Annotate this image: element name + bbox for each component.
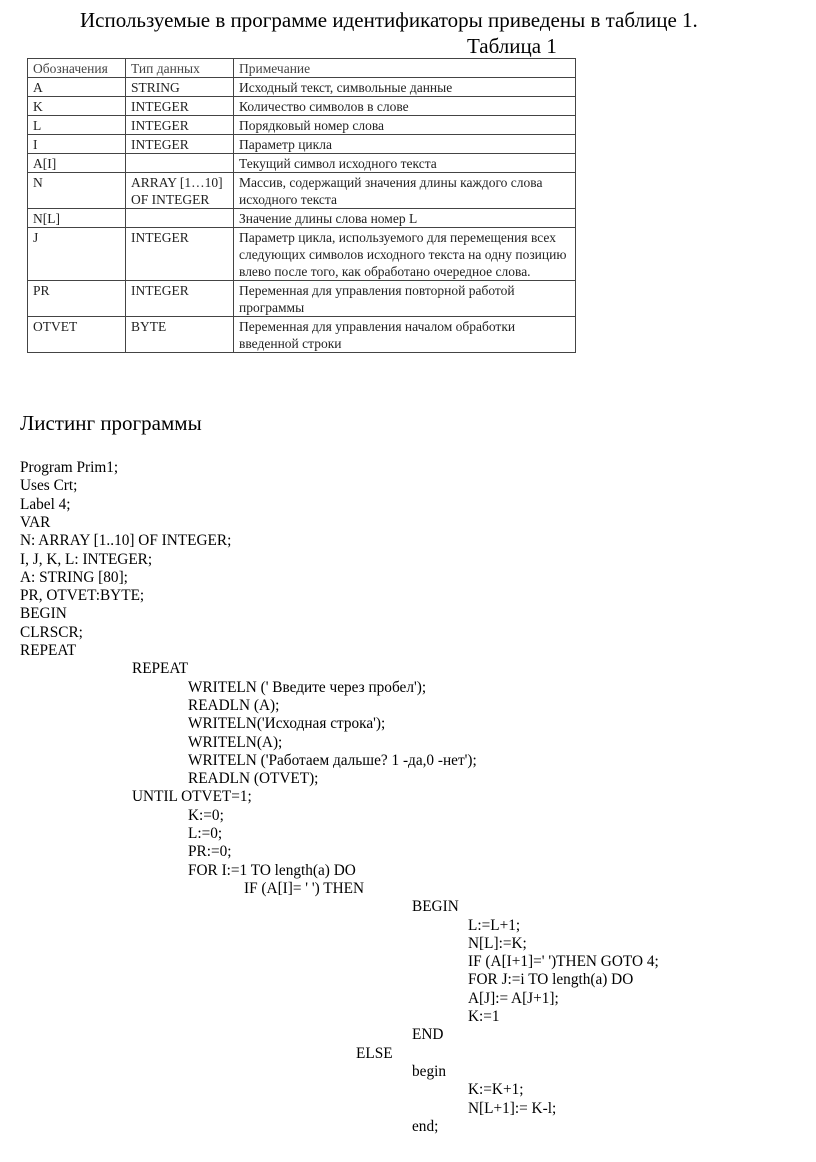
code-line: WRITELN(A);: [188, 733, 283, 751]
table-cell: [126, 154, 234, 173]
code-line: N: ARRAY [1..10] OF INTEGER;: [20, 532, 232, 550]
table-cell: [126, 209, 234, 228]
identifiers-table: [27, 58, 576, 353]
table-cell: A: [28, 78, 126, 97]
table-cell: Переменная для управления началом обработки введенной строки: [234, 317, 576, 353]
table-row: [28, 173, 576, 209]
table-cell: Параметр цикла: [234, 135, 576, 154]
code-line: ELSE: [356, 1044, 393, 1062]
code-line: WRITELN (' Введите через пробел');: [188, 678, 427, 696]
table-cell: INTEGER: [126, 281, 234, 317]
table-row: [28, 281, 576, 317]
table-cell: Параметр цикла, используемого для перемещения всех следующих символов исходного текста на одну позицию влево после того, как обработано очередное слова.: [234, 228, 576, 281]
identifiers-table-body: [28, 59, 576, 353]
code-line: BEGIN: [20, 605, 67, 623]
table-cell: ARRAY [1…10] OF INTEGER: [126, 173, 234, 209]
code-line: Program Prim1;: [20, 459, 119, 476]
code-line: BEGIN: [412, 898, 459, 916]
table-cell: Переменная для управления повторной работой программы: [234, 281, 576, 317]
code-line: FOR I:=1 TO length(a) DO: [188, 861, 356, 879]
code-line: N[L]:=K;: [468, 934, 527, 952]
code-line: A[J]:= A[J+1];: [468, 989, 559, 1007]
table-cell: OTVET: [28, 317, 126, 353]
code-line: REPEAT: [20, 642, 77, 659]
table-cell: I: [28, 135, 126, 154]
table-cell: STRING: [126, 78, 234, 97]
table-cell: Порядковый номер слова: [234, 116, 576, 135]
table-header-cell: Примечание: [234, 59, 576, 78]
intro-heading: Используемые в программе идентификаторы приведены в таблице 1.: [80, 8, 698, 32]
code-line: END: [412, 1026, 444, 1044]
code-line: K:=K+1;: [468, 1081, 524, 1099]
code-line: Label 4;: [20, 495, 71, 513]
table-row: [28, 228, 576, 281]
table-row: [28, 154, 576, 173]
table-cell: A[I]: [28, 154, 126, 173]
code-line: PR, OTVET:BYTE;: [20, 587, 145, 605]
code-line: PR:=0;: [188, 843, 232, 861]
table-cell: Количество символов в слове: [234, 97, 576, 116]
code-line: K:=0;: [188, 806, 224, 824]
table-header-row: [28, 59, 576, 78]
code-line: L:=0;: [188, 825, 223, 842]
code-line: IF (A[I]= ' ') THEN: [244, 879, 365, 897]
code-line: UNTIL OTVET=1;: [132, 788, 252, 806]
code-line: Uses Crt;: [20, 477, 78, 495]
table-row: [28, 116, 576, 135]
listing-title: Листинг программы: [20, 411, 202, 435]
table-row: [28, 135, 576, 154]
table-cell: BYTE: [126, 317, 234, 353]
table-row: [28, 78, 576, 97]
code-line: K:=1: [468, 1008, 500, 1025]
code-line: L:=L+1;: [468, 916, 521, 934]
code-line: A: STRING [80];: [20, 568, 128, 586]
table-cell: K: [28, 97, 126, 116]
table-header-cell: Обозначения: [28, 59, 126, 78]
code-line: begin: [412, 1062, 446, 1080]
code-line: IF (A[I+1]=' ')THEN GOTO 4;: [468, 953, 659, 971]
table-row: [28, 317, 576, 353]
code-line: REPEAT: [132, 660, 189, 678]
table-cell: N: [28, 173, 126, 209]
code-line: N[L+1]:= K-l;: [468, 1099, 557, 1117]
code-line: CLRSCR;: [20, 623, 83, 641]
code-line: READLN (OTVET);: [188, 770, 319, 788]
code-line: WRITELN ('Работаем дальше? 1 -да,0 -нет');: [188, 751, 477, 769]
table-header-cell: Тип данных: [126, 59, 234, 78]
code-line: FOR J:=i TO length(a) DO: [468, 971, 634, 989]
table-cell: Значение длины слова номер L: [234, 209, 576, 228]
code-line: I, J, K, L: INTEGER;: [20, 550, 153, 568]
table-cell: PR: [28, 281, 126, 317]
table-row: [28, 209, 576, 228]
code-line: READLN (A);: [188, 696, 280, 714]
table-cell: Исходный текст, символьные данные: [234, 78, 576, 97]
code-line: VAR: [20, 513, 51, 531]
table-caption: Таблица 1: [467, 34, 557, 58]
table-cell: Массив, содержащий значения длины каждого слова исходного текста: [234, 173, 576, 209]
table-row: [28, 97, 576, 116]
table-cell: L: [28, 116, 126, 135]
table-cell: INTEGER: [126, 228, 234, 281]
table-cell: N[L]: [28, 209, 126, 228]
code-line: WRITELN('Исходная строка');: [188, 715, 386, 733]
table-cell: INTEGER: [126, 135, 234, 154]
table-cell: INTEGER: [126, 97, 234, 116]
table-cell: Текущий символ исходного текста: [234, 154, 576, 173]
table-cell: INTEGER: [126, 116, 234, 135]
table-cell: J: [28, 228, 126, 281]
code-line: end;: [412, 1117, 439, 1135]
